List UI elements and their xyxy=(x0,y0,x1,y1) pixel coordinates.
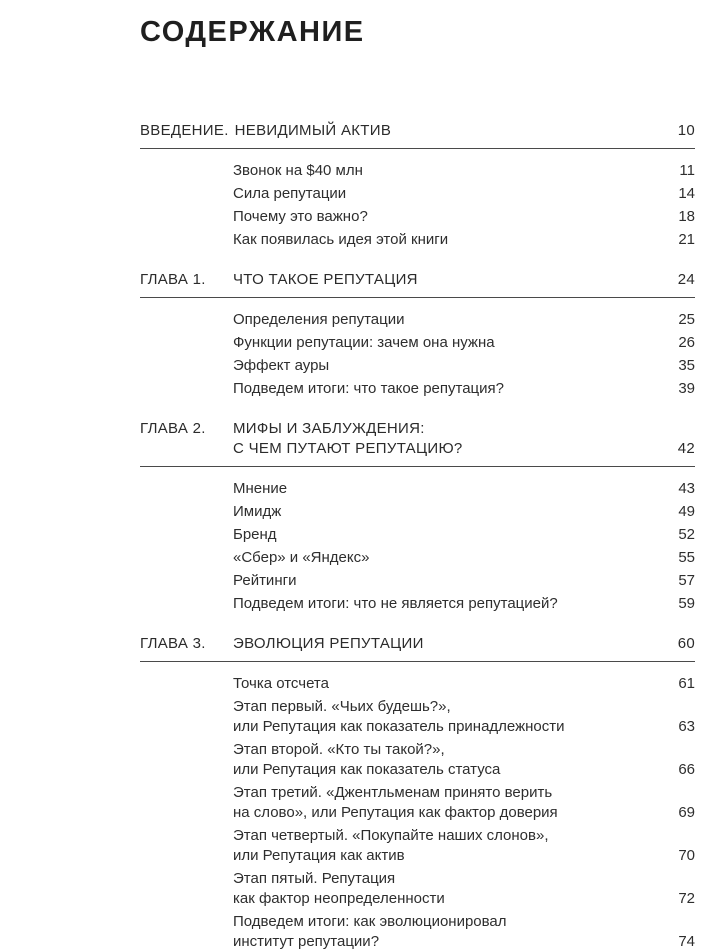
toc-item-page-number: 39 xyxy=(678,380,695,397)
toc-item xyxy=(233,697,695,737)
section-items xyxy=(233,467,695,614)
toc-item-line: Этап пятый. Репутация xyxy=(233,870,396,887)
section-title xyxy=(233,634,666,654)
section-header xyxy=(140,121,695,141)
toc-item-line: Эффект ауры xyxy=(233,357,330,374)
toc-item-page-number: 61 xyxy=(678,675,695,692)
toc-item-title xyxy=(233,869,666,909)
toc-item xyxy=(233,479,695,499)
toc-item-title xyxy=(233,525,666,545)
toc-item-line: Подведем итоги: что не является репутацией? xyxy=(233,595,558,612)
toc-item-line: Этап четвертый. «Покупайте наших слонов», xyxy=(233,827,549,844)
toc-item-title xyxy=(233,548,666,568)
toc-item-line: Определения репутации xyxy=(233,311,405,328)
toc-item-line: Рейтинги xyxy=(233,572,297,589)
section-header xyxy=(140,270,695,290)
toc-item-page-number: 72 xyxy=(678,890,695,907)
toc-item-page-number: 35 xyxy=(678,357,695,374)
toc-item-title xyxy=(233,740,666,780)
toc-item-line: «Сбер» и «Яндекс» xyxy=(233,549,370,566)
toc-item-line: на слово», или Репутация как фактор доверия xyxy=(233,804,558,821)
toc-item-line: или Репутация как показатель статуса xyxy=(233,761,501,778)
toc-item-line: институт репутации? xyxy=(233,933,380,950)
toc-item-page-number: 52 xyxy=(678,526,695,543)
toc-item xyxy=(233,548,695,568)
toc-item-title xyxy=(233,697,666,737)
toc-item xyxy=(233,333,695,353)
toc-item-page-number: 66 xyxy=(678,761,695,778)
toc-item xyxy=(233,502,695,522)
toc-item-title xyxy=(233,161,667,181)
toc-item-page-number: 70 xyxy=(678,847,695,864)
section-title xyxy=(235,121,666,141)
toc-item xyxy=(233,379,695,399)
section-header xyxy=(140,634,695,654)
toc-item xyxy=(233,356,695,376)
toc-item-title xyxy=(233,912,666,952)
section-items xyxy=(233,662,695,952)
toc-item xyxy=(233,230,695,250)
section-items xyxy=(233,149,695,250)
toc-item-page-number: 43 xyxy=(678,480,695,497)
toc-item-page-number: 49 xyxy=(678,503,695,520)
toc-item-line: Звонок на $40 млн xyxy=(233,162,363,179)
toc-section-chapter-3 xyxy=(140,634,695,952)
toc-item-page-number: 25 xyxy=(678,311,695,328)
section-items xyxy=(233,298,695,399)
toc-item xyxy=(233,912,695,952)
toc-item-title xyxy=(233,310,666,330)
section-title-line: ЧТО ТАКОЕ РЕПУТАЦИЯ xyxy=(233,271,418,288)
section-label: ГЛАВА 2. xyxy=(140,420,206,437)
section-page-number: 42 xyxy=(677,440,695,457)
toc-item-line: Функции репутации: зачем она нужна xyxy=(233,334,495,351)
toc-item-title xyxy=(233,783,666,823)
toc-item-line: Как появилась идея этой книги xyxy=(233,231,449,248)
toc-item-line: Точка отсчета xyxy=(233,675,329,692)
toc-item-title xyxy=(233,184,666,204)
section-title-line: С ЧЕМ ПУТАЮТ РЕПУТАЦИЮ? xyxy=(233,440,463,457)
toc-item-line: как фактор неопределенности xyxy=(233,890,445,907)
section-page-number: 60 xyxy=(677,635,695,652)
toc-item-title xyxy=(233,571,666,591)
section-title-line: НЕВИДИМЫЙ АКТИВ xyxy=(234,122,392,139)
toc-item-title xyxy=(233,356,666,376)
toc-item xyxy=(233,207,695,227)
page-title: СОДЕРЖАНИЕ xyxy=(140,16,365,48)
toc-item-line: Бренд xyxy=(233,526,277,543)
toc-item xyxy=(233,674,695,694)
toc-item-title xyxy=(233,379,666,399)
toc-item xyxy=(233,826,695,866)
section-page-number: 10 xyxy=(677,122,695,139)
toc-item-line: Этап первый. «Чьих будешь?», xyxy=(233,698,451,715)
toc-item-line: Подведем итоги: как эволюционировал xyxy=(233,913,507,930)
section-page-number: 24 xyxy=(677,271,695,288)
toc-item-line: Сила репутации xyxy=(233,185,347,202)
section-title-line: ЭВОЛЮЦИЯ РЕПУТАЦИИ xyxy=(233,635,424,652)
toc-item-page-number: 59 xyxy=(678,595,695,612)
toc-item xyxy=(233,161,695,181)
toc-item-line: Этап третий. «Джентльменам принято верить xyxy=(233,784,553,801)
toc-item-line: Имидж xyxy=(233,503,282,520)
toc-item-page-number: 74 xyxy=(678,933,695,950)
toc-section-chapter-1 xyxy=(140,270,695,399)
toc-item xyxy=(233,184,695,204)
toc-item xyxy=(233,571,695,591)
toc-item-page-number: 26 xyxy=(678,334,695,351)
toc-item-title xyxy=(233,826,666,866)
toc-section-introduction xyxy=(140,121,695,250)
toc-item xyxy=(233,783,695,823)
toc-item xyxy=(233,869,695,909)
toc-section-chapter-2 xyxy=(140,419,695,614)
toc-item-page-number: 14 xyxy=(678,185,695,202)
toc-item-line: Подведем итоги: что такое репутация? xyxy=(233,380,504,397)
section-label: ГЛАВА 1. xyxy=(140,271,206,288)
toc-item-page-number: 55 xyxy=(678,549,695,566)
toc-item-title xyxy=(233,594,666,614)
section-header xyxy=(140,419,695,459)
section-label: ВВЕДЕНИЕ. xyxy=(140,122,229,139)
section-title xyxy=(233,419,666,459)
toc-item-page-number: 11 xyxy=(679,162,695,179)
toc-item xyxy=(233,310,695,330)
toc-item-title xyxy=(233,674,666,694)
toc-item-page-number: 21 xyxy=(678,231,695,248)
toc-item-title xyxy=(233,230,666,250)
section-label: ГЛАВА 3. xyxy=(140,635,206,652)
toc-item-page-number: 69 xyxy=(678,804,695,821)
toc-item-line: или Репутация как показатель принадлежности xyxy=(233,718,565,735)
toc-item-line: Почему это важно? xyxy=(233,208,368,225)
toc-item-line: Мнение xyxy=(233,480,288,497)
toc-item-title xyxy=(233,479,666,499)
toc-item xyxy=(233,740,695,780)
toc-item-line: или Репутация как актив xyxy=(233,847,405,864)
toc-item-page-number: 57 xyxy=(678,572,695,589)
toc-item-title xyxy=(233,333,666,353)
toc-item-title xyxy=(233,207,666,227)
toc-item-title xyxy=(233,502,666,522)
section-title-line: МИФЫ И ЗАБЛУЖДЕНИЯ: xyxy=(233,420,425,437)
toc-item-page-number: 63 xyxy=(678,718,695,735)
toc-item-page-number: 18 xyxy=(678,208,695,225)
toc-item-line: Этап второй. «Кто ты такой?», xyxy=(233,741,445,758)
section-title xyxy=(233,270,666,290)
toc-item xyxy=(233,594,695,614)
toc-item xyxy=(233,525,695,545)
